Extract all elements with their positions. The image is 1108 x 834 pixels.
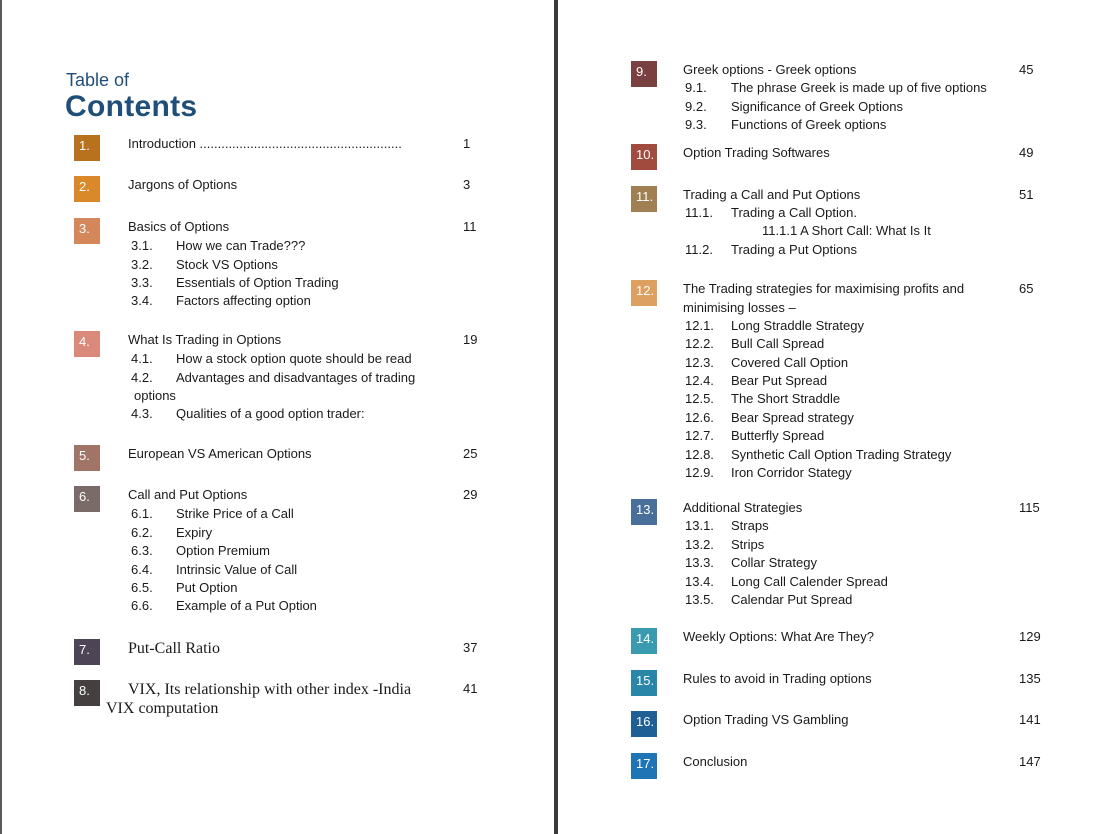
subsection-title[interactable]: Long Call Calender Spread [731, 574, 888, 589]
right-page [558, 0, 1108, 834]
subsection-number: 3.1. [131, 238, 153, 253]
chapter-title[interactable]: Greek options - Greek options [683, 62, 857, 77]
chapter-title[interactable]: Option Trading Softwares [683, 145, 830, 160]
chapter-title[interactable]: What Is Trading in Options [128, 332, 282, 347]
chapter-title[interactable]: Jargons of Options [128, 177, 238, 192]
chapter-number-badge: 14. [631, 628, 657, 654]
page-number: 19 [463, 332, 478, 347]
subsection-number: 3.3. [131, 275, 153, 290]
page-number: 135 [1019, 671, 1041, 686]
subsection-title[interactable]: Strike Price of a Call [176, 506, 294, 521]
subsection-title[interactable]: Collar Strategy [731, 555, 817, 570]
chapter-number-badge: 11. [631, 186, 657, 212]
page-number: 37 [463, 640, 478, 655]
chapter-number-badge: 5. [74, 445, 100, 471]
subsection-number: 9.3. [685, 117, 707, 132]
subsection-number: 11.2. [685, 242, 713, 257]
subsection-title[interactable]: Put Option [176, 580, 238, 595]
subsection-number: 11.1. [685, 205, 713, 220]
chapter-title[interactable]: The Trading strategies for maximising profits and [683, 281, 965, 296]
subsection-title[interactable]: Straps [731, 518, 769, 533]
chapter-title[interactable]: Trading a Call and Put Options [683, 187, 861, 202]
subsection-title[interactable]: Bull Call Spread [731, 336, 825, 351]
chapter-number-badge: 16. [631, 711, 657, 737]
chapter-number-badge: 4. [74, 331, 100, 357]
chapter-number-badge: 3. [74, 218, 100, 244]
toc-title: Contents [65, 90, 198, 123]
chapter-number-badge: 15. [631, 670, 657, 696]
subsection-number: 12.3. [685, 355, 714, 370]
page-number: 129 [1019, 629, 1041, 644]
subsection-title[interactable]: Strips [731, 537, 765, 552]
chapter-title[interactable]: Option Trading VS Gambling [683, 712, 849, 727]
page-number: 45 [1019, 62, 1034, 77]
subsection-title[interactable]: Covered Call Option [731, 355, 849, 370]
subsection-number: 13.3. [685, 555, 714, 570]
subsection-title[interactable]: Trading a Call Option. [731, 205, 857, 220]
subsection-number: 13.4. [685, 574, 714, 589]
subsection-title[interactable]: Stock VS Options [176, 257, 278, 272]
chapter-number-badge: 1. [74, 135, 100, 161]
page-number: 41 [463, 681, 478, 696]
subsection-title[interactable]: Essentials of Option Trading [176, 275, 339, 290]
subsection-title[interactable]: The Short Straddle [731, 391, 841, 406]
subsection-number: 6.4. [131, 562, 153, 577]
page-number: 11 [463, 219, 477, 234]
page-number: 51 [1019, 187, 1034, 202]
chapter-title[interactable]: Additional Strategies [683, 500, 803, 515]
subsection-title[interactable]: Example of a Put Option [176, 598, 317, 613]
chapter-title[interactable]: European VS American Options [128, 446, 312, 461]
subsection-number: 12.6. [685, 410, 714, 425]
subsection-title[interactable]: 11.1.1 A Short Call: What Is It [762, 223, 931, 238]
page-number: 141 [1019, 712, 1041, 727]
subsection-title[interactable]: Factors affecting option [176, 293, 311, 308]
chapter-number-badge: 7. [74, 639, 100, 665]
page-number: 115 [1019, 500, 1040, 515]
chapter-number-badge: 17. [631, 753, 657, 779]
subsection-number: 4.2. [131, 370, 153, 385]
chapter-number-badge: 9. [631, 61, 657, 87]
subsection-number: 4.1. [131, 351, 153, 366]
subsection-title[interactable]: Functions of Greek options [731, 117, 887, 132]
subsection-number: 6.5. [131, 580, 153, 595]
subsection-number: 12.5. [685, 391, 714, 406]
chapter-title[interactable]: Introduction ........................................................ [128, 136, 402, 151]
subsection-title[interactable]: Expiry [176, 525, 213, 540]
subsection-number: 12.1. [685, 318, 714, 333]
subsection-number: 6.1. [131, 506, 153, 521]
chapter-title[interactable]: Weekly Options: What Are They? [683, 629, 874, 644]
subsection-number: 3.4. [131, 293, 153, 308]
subsection-title[interactable]: options [134, 388, 176, 403]
chapter-title-continued: VIX computation [106, 700, 219, 717]
subsection-number: 13.2. [685, 537, 714, 552]
subsection-number: 3.2. [131, 257, 153, 272]
page-number: 1 [463, 136, 471, 151]
page-number: 49 [1019, 145, 1034, 160]
page-number: 65 [1019, 281, 1034, 296]
subsection-number: 12.4. [685, 373, 714, 388]
subsection-title[interactable]: Iron Corridor Stategy [731, 465, 852, 480]
chapter-title[interactable]: Call and Put Options [128, 487, 248, 502]
subsection-title[interactable]: Intrinsic Value of Call [176, 562, 298, 577]
subsection-title[interactable]: How a stock option quote should be read [176, 351, 412, 366]
subsection-number: 12.7. [685, 428, 714, 443]
subsection-title[interactable]: Option Premium [176, 543, 270, 558]
chapter-number-badge: 10. [631, 144, 657, 170]
chapter-number-badge: 6. [74, 486, 100, 512]
chapter-number-badge: 13. [631, 499, 657, 525]
chapter-number-badge: 8. [74, 680, 100, 706]
subsection-title[interactable]: Advantages and disadvantages of trading [176, 370, 416, 385]
subsection-title[interactable]: Butterfly Spread [731, 428, 825, 443]
chapter-title[interactable]: Basics of Options [128, 219, 230, 234]
chapter-title-continued: minimising losses – [683, 300, 796, 315]
page-number: 25 [463, 446, 478, 461]
subsection-number: 12.9. [685, 465, 714, 480]
subsection-number: 6.6. [131, 598, 153, 613]
subsection-number: 6.3. [131, 543, 153, 558]
chapter-title[interactable]: VIX, Its relationship with other index -India [128, 681, 412, 698]
page-number: 29 [463, 487, 478, 502]
chapter-title[interactable]: Rules to avoid in Trading options [683, 671, 872, 686]
subsection-title[interactable]: Long Straddle Strategy [731, 318, 864, 333]
page-number: 147 [1019, 754, 1041, 769]
chapter-title[interactable]: Put-Call Ratio [128, 640, 220, 657]
subsection-title[interactable]: Significance of Greek Options [731, 99, 903, 114]
subsection-number: 13.5. [685, 592, 714, 607]
subsection-number: 12.2. [685, 336, 714, 351]
subsection-title[interactable]: Bear Spread strategy [731, 410, 854, 425]
chapter-title[interactable]: Conclusion [683, 754, 748, 769]
page-number: 3 [463, 177, 471, 192]
subsection-number: 9.1. [685, 80, 707, 95]
subsection-title[interactable]: Synthetic Call Option Trading Strategy [731, 447, 952, 462]
subsection-number: 9.2. [685, 99, 707, 114]
subsection-number: 12.8. [685, 447, 714, 462]
subsection-title[interactable]: Qualities of a good option trader: [176, 406, 365, 421]
subsection-number: 6.2. [131, 525, 153, 540]
subsection-title[interactable]: Calendar Put Spread [731, 592, 853, 607]
subsection-title[interactable]: Trading a Put Options [731, 242, 857, 257]
chapter-number-badge: 12. [631, 280, 657, 306]
toc-title-small: Table of [66, 70, 130, 90]
subsection-title[interactable]: The phrase Greek is made up of five options [731, 80, 987, 95]
subsection-number: 13.1. [685, 518, 714, 533]
subsection-number: 4.3. [131, 406, 153, 421]
chapter-number-badge: 2. [74, 176, 100, 202]
subsection-title[interactable]: Bear Put Spread [731, 373, 828, 388]
subsection-title[interactable]: How we can Trade??? [176, 238, 306, 253]
